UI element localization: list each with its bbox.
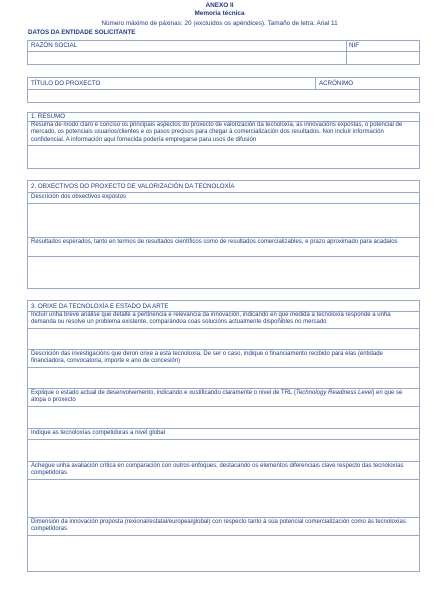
summary-field[interactable] bbox=[28, 146, 419, 168]
section-objectives-heading: 2. OBXECTIVOS DO PROXECTO DE VALORIZACIÓN DA TECNOLOXÍA bbox=[31, 183, 235, 190]
page-limit-note: Número máximo de páxinas: 20 (excluídos os apéndices). Tamaño de letra: Arial 11 bbox=[101, 20, 338, 27]
expected-results-field[interactable] bbox=[28, 257, 419, 288]
section-summary bbox=[27, 112, 420, 169]
section-origin-heading: 3. ORIXE DA TECNOLOXÍA E ESTADO DA ARTE bbox=[31, 303, 169, 310]
acronym-label: ACRÓNIMO bbox=[319, 80, 354, 87]
section-summary-heading: 1. RESUMO bbox=[31, 113, 66, 120]
company-name-field[interactable] bbox=[28, 52, 346, 64]
applicant-heading: DATOS DA ENTIDADE SOLICITANTE bbox=[28, 29, 136, 36]
innovation-dimension-label: Dimensión da innovación proposta (rexional/estatal/europea/global) con respecto tanto á súa potencial comercialización como ás tecnoloxías competidoras bbox=[31, 519, 406, 533]
nif-label: NIF bbox=[349, 42, 359, 49]
project-title-field[interactable] bbox=[28, 90, 419, 102]
trl-label: Explique o estado actual de desenvolvemento, indicando e xustificando claramente o nivel de TRL (Technology Readiness Level) en que se atopa o proxecto bbox=[31, 390, 403, 404]
innovation-dimension-field[interactable] bbox=[28, 536, 419, 571]
section-objectives bbox=[27, 180, 420, 289]
critical-assessment-label: Achegue unha avaliación crítica en comparación con outros enfoques, destacando os elementos diferenciais clave respecto das tecnoloxías competidoras bbox=[31, 463, 404, 477]
document-title: Memoria técnica bbox=[194, 10, 245, 17]
company-name-label: RAZÓN SOCIAL bbox=[31, 42, 78, 49]
project-title-label: TÍTULO DO PROXECTO bbox=[31, 80, 101, 87]
trl-field[interactable] bbox=[28, 407, 419, 428]
section-origin bbox=[27, 300, 420, 572]
competitors-label: Indique as tecnoloxías competidoras a nivel global bbox=[31, 430, 166, 436]
applicant-table bbox=[27, 40, 420, 65]
objectives-description-label: Descrición dos obxectivos expostos bbox=[31, 194, 127, 200]
research-origin-field[interactable] bbox=[28, 368, 419, 388]
nif-field[interactable] bbox=[347, 52, 419, 64]
project-table bbox=[27, 77, 420, 103]
relevance-analysis-label: Incluír unha breve análise que detalle a pertinencia e relevancia da innovación, indicando en que medida a tecnoloxía responde a unha demanda ou resolve un problema existente, comparándoa coas solucións actualmente dispoñibles no mercado bbox=[31, 312, 391, 326]
research-origin-label: Descrición das investigacións que deron orixe a esta tecnoloxía. De ser o caso, indique o financiamento recibido para elas (entidade financiadora, convocatoria, importe e ano de concesión) bbox=[31, 351, 383, 365]
competitors-field[interactable] bbox=[28, 440, 419, 460]
annex-label: ANEXO II bbox=[205, 2, 234, 9]
section-summary-instruction: Resuma de modo claro e conciso os principais aspectos do proxecto de valorización da tecnoloxía, as innovacións expostas, o potencial de mercado, os potenciais usuarios/clientes e os pasos precisos para chegar á comercialización dos resultados. Non incluír información confidencial. A información aquí fornecida podería empregarse para usos de difusión bbox=[31, 122, 403, 143]
objectives-field[interactable] bbox=[28, 204, 419, 236]
relevance-analysis-field[interactable] bbox=[28, 329, 419, 349]
critical-assessment-field[interactable] bbox=[28, 480, 419, 517]
expected-results-label: Resultados esperados, tanto en termos de resultados científicos como de resultados comercializables, e prazo aproximado para acadalos bbox=[31, 239, 398, 245]
